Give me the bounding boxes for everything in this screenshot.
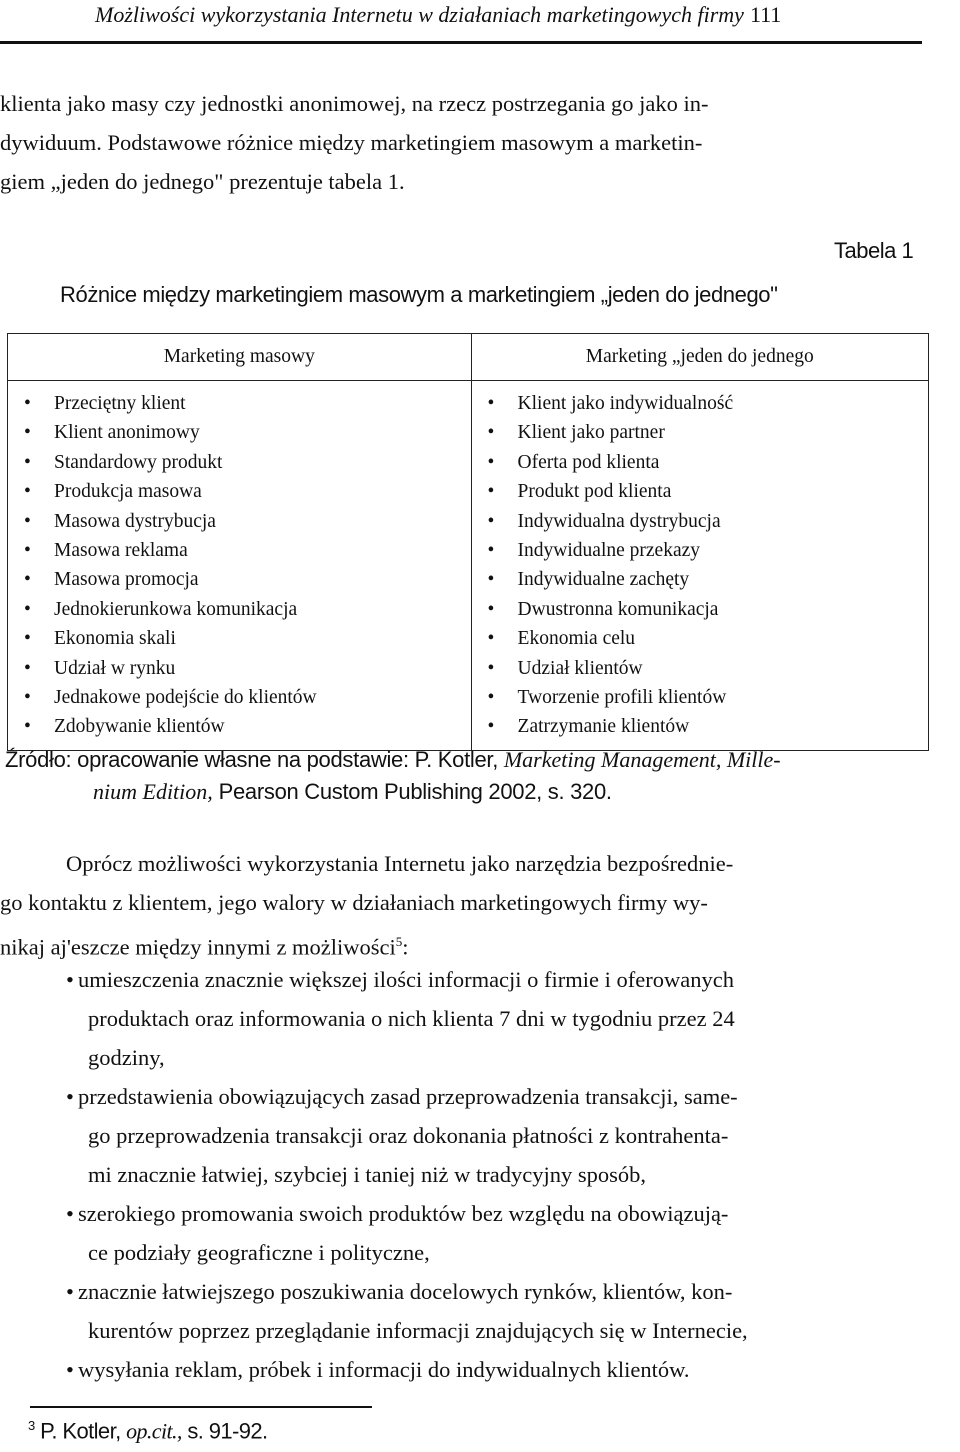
bullet-icon: •	[24, 539, 31, 561]
column-header-one-to-one: Marketing „jeden do jednego	[471, 334, 928, 381]
table-list-item	[24, 654, 471, 683]
header-rule	[0, 41, 922, 44]
bullet-icon: •	[66, 1084, 74, 1109]
table-list-item	[24, 683, 471, 712]
bullet-icon: •	[24, 481, 31, 503]
mass-marketing-cell	[8, 381, 472, 751]
table-list-item	[488, 507, 928, 536]
advantage-item	[0, 1350, 930, 1389]
table-item-text: Dwustronna komunikacja	[517, 598, 719, 620]
table-item-text: Produkt pod klienta	[517, 481, 672, 503]
advantage-line: znacznie łatwiejszego poszukiwania docelowych rynków, klientów, kon-	[78, 1279, 733, 1304]
bullet-icon: •	[24, 569, 31, 591]
bullet-icon: •	[66, 967, 74, 992]
bullet-icon: •	[24, 422, 31, 444]
footnote-text: P. Kotler,	[40, 1418, 127, 1444]
one-to-one-list	[472, 381, 928, 750]
bullet-icon: •	[487, 686, 495, 708]
table-list-item	[488, 712, 928, 741]
footnote-end: s. 91-92.	[181, 1418, 268, 1444]
table-item-text: Standardowy produkt	[54, 451, 223, 473]
bullet-icon: •	[66, 1357, 74, 1382]
table-item-text: Masowa reklama	[54, 539, 188, 561]
table-list-item	[24, 507, 471, 536]
body-paragraph	[0, 844, 930, 967]
table-list-item	[24, 624, 471, 653]
table-list-item	[24, 418, 471, 447]
body-line: Oprócz możliwości wykorzystania Internetu jako narzędzia bezpośrednie-	[66, 851, 734, 876]
table-item-text: Ekonomia celu	[517, 628, 636, 650]
header-title: Możliwości wykorzystania Internetu w działaniach marketingowych firmy	[95, 2, 744, 27]
table-item-text: Klient jako indywidualność	[517, 393, 734, 414]
table-list-item	[24, 595, 471, 624]
intro-line: klienta jako masy czy jednostki anonimowej, na rzecz postrzegania go jako in-	[0, 91, 709, 116]
advantages-list	[0, 960, 930, 1389]
one-to-one-cell	[471, 381, 928, 751]
table-list-item	[488, 654, 928, 683]
table-item-text: Indywidualne zachęty	[517, 569, 690, 591]
bullet-icon: •	[24, 393, 31, 414]
bullet-icon: •	[24, 628, 31, 650]
table-list-item	[488, 448, 928, 477]
body-line: go kontaktu z klientem, jego walory w działaniach marketingowych firmy wy-	[0, 890, 708, 915]
table-item-text: Zatrzymanie klientów	[517, 716, 690, 738]
table-item-text: Przeciętny klient	[54, 393, 186, 414]
table-list-item	[24, 389, 471, 418]
running-header	[95, 2, 781, 28]
advantage-line: godziny,	[88, 1045, 165, 1070]
advantage-line: umieszczenia znacznie większej ilości informacji o firmie i oferowanych	[78, 967, 734, 992]
bullet-icon: •	[487, 539, 495, 561]
source-suffix: Pearson Custom Publishing 2002, s. 320.	[212, 779, 612, 804]
source-prefix: Źródło: opracowanie własne na podstawie: P. Kotler,	[5, 747, 504, 772]
table-source	[5, 744, 935, 808]
body-colon: :	[402, 934, 409, 960]
table-item-text: Oferta pod klienta	[517, 451, 660, 473]
table-item-text: Jednokierunkowa komunikacja	[54, 598, 298, 620]
bullet-icon: •	[487, 422, 495, 444]
body-line: nikaj aj'eszcze między innymi z możliwości	[0, 934, 396, 960]
bullet-icon: •	[487, 510, 495, 532]
table-list-item	[488, 595, 928, 624]
intro-line: dywiduum. Podstawowe różnice między marketingiem masowym a marketin-	[0, 130, 703, 155]
source-title-part1: Marketing Management, Mille-	[503, 747, 781, 772]
bullet-icon: •	[487, 393, 495, 414]
advantage-line: mi znacznie łatwiej, szybciej i taniej niż w tradycyjny sposób,	[88, 1162, 646, 1187]
comparison-table	[7, 333, 929, 751]
bullet-icon: •	[24, 686, 31, 708]
table-list-item	[24, 536, 471, 565]
bullet-icon: •	[487, 451, 495, 473]
advantage-line: wysyłania reklam, próbek i informacji do indywidualnych klientów.	[78, 1357, 690, 1382]
advantage-item	[0, 1272, 930, 1350]
advantage-item	[0, 960, 930, 1077]
bullet-icon: •	[487, 481, 495, 503]
table-item-text: Udział w rynku	[54, 657, 176, 679]
table-list-item	[488, 565, 928, 594]
mass-marketing-list	[8, 381, 471, 750]
advantage-line: produktach oraz informowania o nich klienta 7 dni w tygodniu przez 24	[88, 1006, 735, 1031]
table-list-item	[24, 448, 471, 477]
table-header-row	[8, 334, 929, 381]
table-list-item	[488, 624, 928, 653]
advantage-line: kurentów poprzez przeglądanie informacji znajdujących się w Internecie,	[88, 1318, 748, 1343]
table-item-text: Klient anonimowy	[54, 422, 200, 444]
bullet-icon: •	[24, 510, 31, 532]
intro-paragraph	[0, 84, 930, 201]
intro-line: giem „jeden do jednego" prezentuje tabela 1.	[0, 169, 405, 194]
advantage-line: szerokiego promowania swoich produktów bez względu na obowiązują-	[78, 1201, 729, 1226]
table-list-item	[488, 536, 928, 565]
bullet-icon: •	[487, 628, 495, 650]
table-item-text: Indywidualna dystrybucja	[517, 510, 721, 532]
table-item-text: Klient jako partner	[517, 422, 665, 444]
table-item-text: Udział klientów	[517, 657, 643, 679]
footnote-rule	[30, 1406, 372, 1408]
table-list-item	[24, 712, 471, 741]
table-label: Tabela 1	[834, 238, 914, 263]
table-list-item	[24, 565, 471, 594]
footnote-reference: 5	[395, 934, 403, 949]
bullet-icon: •	[66, 1279, 74, 1304]
advantage-item	[0, 1194, 930, 1272]
table-item-text: Produkcja masowa	[54, 481, 202, 503]
table-list-item	[488, 389, 928, 418]
footnote	[28, 1418, 268, 1444]
advantage-line: przedstawienia obowiązujących zasad przeprowadzenia transakcji, same-	[78, 1084, 738, 1109]
table-list-item	[24, 477, 471, 506]
table-list-item	[488, 683, 928, 712]
footnote-number: 3	[28, 1418, 35, 1433]
table-list-item	[488, 477, 928, 506]
table-item-text: Indywidualne przekazy	[517, 539, 701, 561]
footnote-italic: op.cit.,	[126, 1418, 182, 1444]
bullet-icon: •	[487, 716, 495, 738]
bullet-icon: •	[24, 598, 31, 620]
page-number: 111	[749, 2, 782, 27]
bullet-icon: •	[24, 657, 31, 679]
table-item-text: Jednakowe podejście do klientów	[54, 686, 317, 708]
table-item-text: Tworzenie profili klientów	[517, 686, 727, 708]
column-header-mass: Marketing masowy	[8, 334, 472, 381]
bullet-icon: •	[24, 716, 31, 738]
table-item-text: Ekonomia skali	[54, 628, 176, 650]
advantage-item	[0, 1077, 930, 1194]
table-title: Różnice między marketingiem masowym a marketingiem „jeden do jednego"	[60, 282, 778, 307]
bullet-icon: •	[487, 569, 495, 591]
source-title-part2: nium Edition,	[93, 779, 213, 804]
table-item-text: Masowa dystrybucja	[54, 510, 216, 532]
table-list-item	[488, 418, 928, 447]
bullet-icon: •	[66, 1201, 74, 1226]
bullet-icon: •	[24, 451, 31, 473]
bullet-icon: •	[487, 598, 495, 620]
advantage-line: go przeprowadzenia transakcji oraz dokonania płatności z kontrahenta-	[88, 1123, 729, 1148]
table-item-text: Zdobywanie klientów	[54, 716, 225, 738]
table-body-row	[8, 381, 929, 751]
table-item-text: Masowa promocja	[54, 569, 199, 591]
advantage-line: ce podziały geograficzne i polityczne,	[88, 1240, 430, 1265]
bullet-icon: •	[487, 657, 495, 679]
